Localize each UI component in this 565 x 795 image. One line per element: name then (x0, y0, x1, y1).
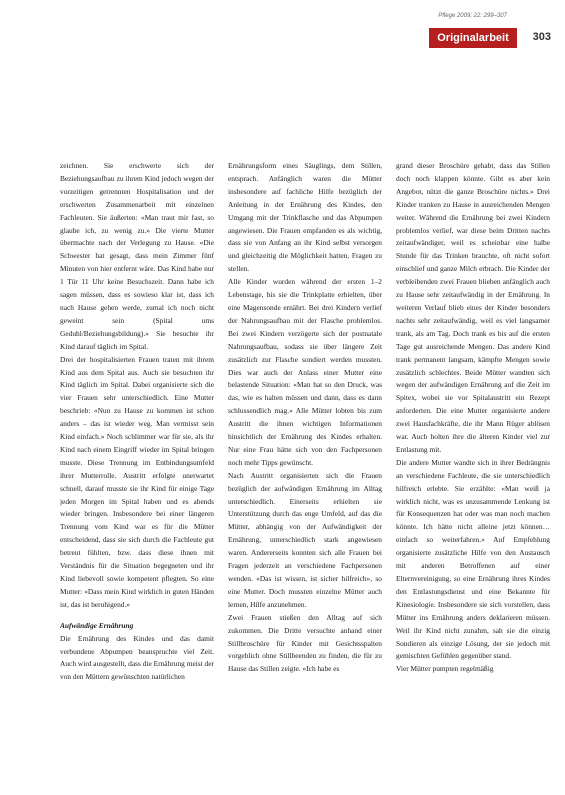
section-badge: Originalarbeit (429, 28, 517, 48)
page-number: 303 (532, 31, 551, 43)
column-1 (60, 160, 214, 790)
paragraph: Zwei Frauen stießen den Alltag auf sich zukommen. Die Dritte versuchte anhand einer Stillbroschüre für Kinder mit Gesichtsspalten vorgeblich ohne Stillbeenden zu finden, die für zu Hause das Stillen zeigte. «Ich habe es (228, 612, 382, 674)
paragraph: Vier Mütter pumpten regelmäßig (396, 664, 494, 674)
journal-reference: Pflege 2009; 22: 299–307 (438, 13, 507, 19)
paragraph: Die Ernährung des Kindes und das damit verbundene Abpumpen beanspruchte viel Zeit. Auch wird ausgestellt, dass die Ernährung meist der von den Müttern gewünschten natürlichen (60, 633, 214, 682)
text-columns (60, 160, 552, 790)
paragraph: Ernährungsform eines Säuglings, dem Stillen, entsprach. Anfänglich waren die Mütter insbesondere auf fachliche Hilfe bezüglich der Anleitung in der Ernährung des Kindes, den Umgang mit der Trinkflasche und das Abpumpen angewiesen. Die Frauen empfanden es als wichtig, dass sie von Anfang an ihr Kind selbst versorgen und gleichzeitig die Möglichkeit hatten, Fragen zu stellen. (228, 161, 382, 274)
section-heading: Aufwändige Ernährung (60, 620, 134, 630)
paragraph: Drei der hospitalisierten Frauen traten mit ihrem Kind aus dem Spital aus. Auch sie besuchten ihr Kind täglich im Spital. Dabei organisierte sich die vier Frauen sehr unterschiedlich. Eine Mutter beschrieb: «Nun zu Hause zu kommen ist schon anders – das ist wieder weg. Man vermisst sein Kind einfach.» Noch schlimmer war für sie, als ihr Kind nach einem Eingriff wieder im Spital bringen musste. Diese Trennung im Entbindungsumfeld ihrer Mutterrolle. Austritt erfolgte unerwartet schnell, darauf musste sie ihr Kind für einige Tage jeden Morgen im Spital haben und es abends wieder bringen. Insbesondere bei einer längeren Trennung vom Kind war es für die Mütter entscheidend, dass sie sich durch die Fachleute gut betreut fühlten, bzw. dass diese ihnen mit Verständnis für die Situation begegneten und ihr Kind liebevoll sowie kompetent pflegten. So eine Mutter: «Dass mein Kind wirklich in guten Händen ist, das ist beruhigend.» (60, 354, 214, 609)
paragraph: grand dieser Broschüre gehabt, dass das Stillen doch noch klappen könnte. Gibt es aber kein Angebot, nützt die ganze Broschüre nichts.» Drei Kinder tranken zu Hause in ausreichenden Mengen weiter. Während die Ernährung bei zwei Kindern problemlos verlief, war diese beim Dritten nachts zeitaufwändiger, weil es scheinbar eine halbe Stunde für das Trinken brauchte, oft nicht sofort einschlief und ganze Milch erbrach. Die Kinder der verbleibenden zwei Frauen blieben anfänglich auch zu Hause sehr zeitaufwändig in der Ernährung. In weiteren Verlauf blieb eines der Kinder besonders nachts sehr zeitaufwändig, weil es viel langsamer trank, als am Tag. Doch trank es bis auf die ersten Tage gut ausreichende Mengen. Das andere Kind trank permanent langsam, kämpfte Mengen sowie zusätzlich schlechtes. Beide Mütter wandten sich wegen der aufwändigen Ernährung auf die Zeit im Spitex, wobei sie vor Spitalaustritt ein Rezept anforderten. Die eine Mutter organisierte andere zwei Hausfachkräfte, die ihr Mann Rüger ablösen war. Auch holten ihre die älteren Kinder viel zur Entlastung mit. (396, 161, 550, 454)
paragraph: Nach Austritt organisierten sich die Frauen bezüglich der aufwändigen Ernährung im Alltag unterschiedlich. Einerseits erhielten sie Unterstützung durch das enge Umfeld, auf das die Mütter, abhängig von der Aufwändigkeit der Ernährung, unterschiedlich stark angewiesen waren. Andererseits konnten sich alle Frauen bei Fragen jederzeit an verschiedene Fachpersonen wenden. «Das ist wissen, ist sicher hilfreich», so eine Mutter. Doch mussten einzelne Mütter auch lernen, Hilfe anzunehmen. (228, 470, 382, 609)
paragraph: Alle Kinder wurden während der ersten 1–2 Lebenstage, bis sie die Trinkplatte erhielten, über eine Magensonde ernährt. Bei drei Kindern verlief der Nahrungsaufbau mit der Flasche problemlos. Bei zwei Kindern verzögerte sich der postnatale Nahrungsaufbau, sodass sie über längere Zeit zusätzlich zur Flasche sondiert werden mussten. Dies war auch der Anlass einer Mutter eine belastende Situation: «Man hat so den Druck, was das, wie es halten müssen und dann, dass es dann schlussendlich mag.» Alle Mütter lobten bis zum Austritt die ihnen wichtigen Informationen hinsichtlich der Ernährung des Kindes erhalten. Nur eine Frau hätte sich von den Fachpersonen noch mehr Tipps gewünscht. (228, 277, 382, 467)
column-3 (396, 160, 550, 790)
paragraph: Die andere Mutter wandte sich in ihrer Bedrängnis an verschiedene Fachleute, die sie unterschiedlich hilfreich erlebte. Sie erzählte: «Man weiß ja wirklich nicht, was es unzusammende Lenkung ist für Konsequenzen hat oder was man noch machen könnte. Ich hätte nicht alleine jetzt können… einfach so weiterfahren.» Auf Empfehlung organisierte zusätzliche Hilfe von den Austausch mit anderen Betroffenen auf einer Elternvereinigung, so eine Ernährung ihres Kindes den Entlastungsdienst und eine Bekannte für Kinesiologie. Insbesondere sie sich vorstellen, dass Mütter ins Ernährung anders deklarieren müssen. Weil ihr Kind nicht zunahm, sah sie die einzig Sondieren als einzige Lösung, der sie jedoch mit gemischten Gefühlen gegenüber stand. (396, 457, 550, 661)
column-2 (228, 160, 382, 790)
paragraph: zeichnen. Sie erschwerte sich der Beziehungsaufbau zu ihrem Kind jedoch wegen der vorzeitigen getrennten Hospitalisation und der erschwerten Zusammenarbeit mit einzelnen Fachleuten. Sie äußerten: «Man traut mir fast, so glaube ich, zu wenig zu.» Die vierte Mutter übermachte nach der Verlegung zu Hause. «Die Schwester hat gesagt, dass mein Zimmer fünf Minuten von hier entfernt wäre. Das Kind habe nur 1 Tür 11 Uhr keine Besuchszeit. Dann habe ich sagen müssen, dass es sowieso klar ist, dass ich nach Hause gehen werde, zumal ich noch nicht geweint sein (Spital ums Geduhl/Beziehungsbildung).» Sie besuchte ihr Kind darauf täglich im Spital. (60, 161, 214, 351)
